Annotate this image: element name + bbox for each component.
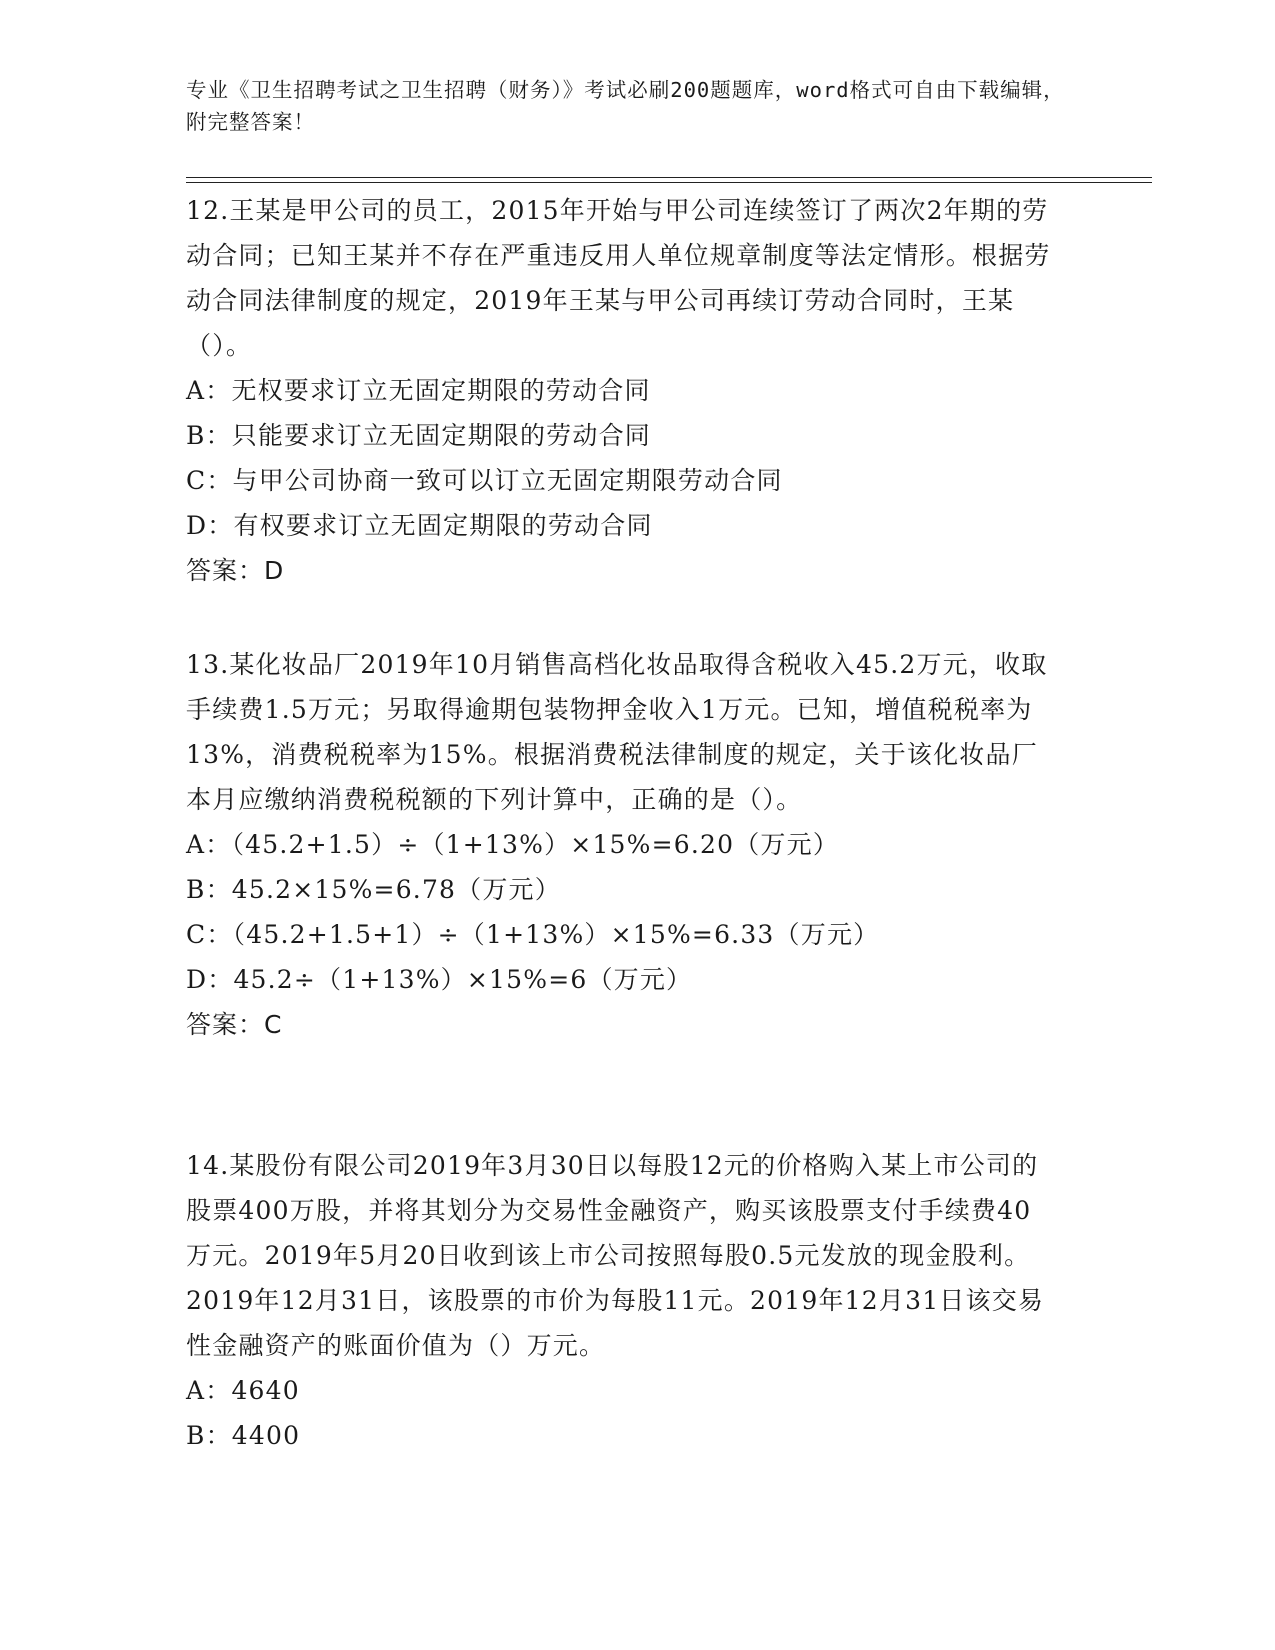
option-b: B：只能要求订立无固定期限的劳动合同 — [186, 421, 651, 450]
question-stem: 12.王某是甲公司的员工，2015年开始与甲公司连续签订了两次2年期的劳动合同；已知王某并不存在严重违反用人单位规章制度等法定情形。根据劳动合同法律制度的规定，2019年王某与甲公司再续订劳动合同时，王某（）。 — [186, 196, 1051, 360]
answer-line: 答案：C — [186, 1010, 283, 1039]
option-a: A：4640 — [186, 1376, 300, 1405]
option-b: B：4400 — [186, 1421, 301, 1450]
option-c: C：与甲公司协商一致可以订立无固定期限劳动合同 — [186, 466, 783, 495]
option-d: D：45.2÷（1+13%）×15%=6（万元） — [186, 965, 693, 994]
option-c: C：（45.2+1.5+1）÷（1+13%）×15%=6.33（万元） — [186, 920, 880, 949]
answer-line: 答案：D — [186, 556, 285, 585]
question-14 — [186, 1143, 1056, 1458]
option-a: A：（45.2+1.5）÷（1+13%）×15%=6.20（万元） — [186, 830, 840, 859]
option-b: B：45.2×15%=6.78（万元） — [186, 875, 561, 904]
header-divider-line — [186, 177, 1152, 178]
option-a: A：无权要求订立无固定期限的劳动合同 — [186, 376, 651, 405]
question-stem: 14.某股份有限公司2019年3月30日以每股12元的价格购入某上市公司的股票400万股，并将其划分为交易性金融资产，购买该股票支付手续费40万元。2019年5月20日收到该上市公司按照每股0.5元发放的现金股利。2019年12月31日，该股票的市价为每股11元。2019年12月31日该交易性金融资产的账面价值为（）万元。 — [186, 1151, 1045, 1360]
header-divider-line-secondary — [186, 182, 1152, 183]
document-header: 专业《卫生招聘考试之卫生招聘（财务）》考试必刷200题题库，word格式可自由下载编辑，附完整答案！ — [186, 78, 1065, 134]
question-stem: 13.某化妆品厂2019年10月销售高档化妆品取得含税收入45.2万元，收取手续费1.5万元；另取得逾期包装物押金收入1万元。已知，增值税税率为13%，消费税税率为15%。根据消费税法律制度的规定，关于该化妆品厂本月应缴纳消费税税额的下列计算中，正确的是（）。 — [186, 650, 1048, 814]
question-12 — [186, 188, 1056, 593]
question-13 — [186, 642, 1056, 1047]
option-d: D：有权要求订立无固定期限的劳动合同 — [186, 511, 653, 540]
